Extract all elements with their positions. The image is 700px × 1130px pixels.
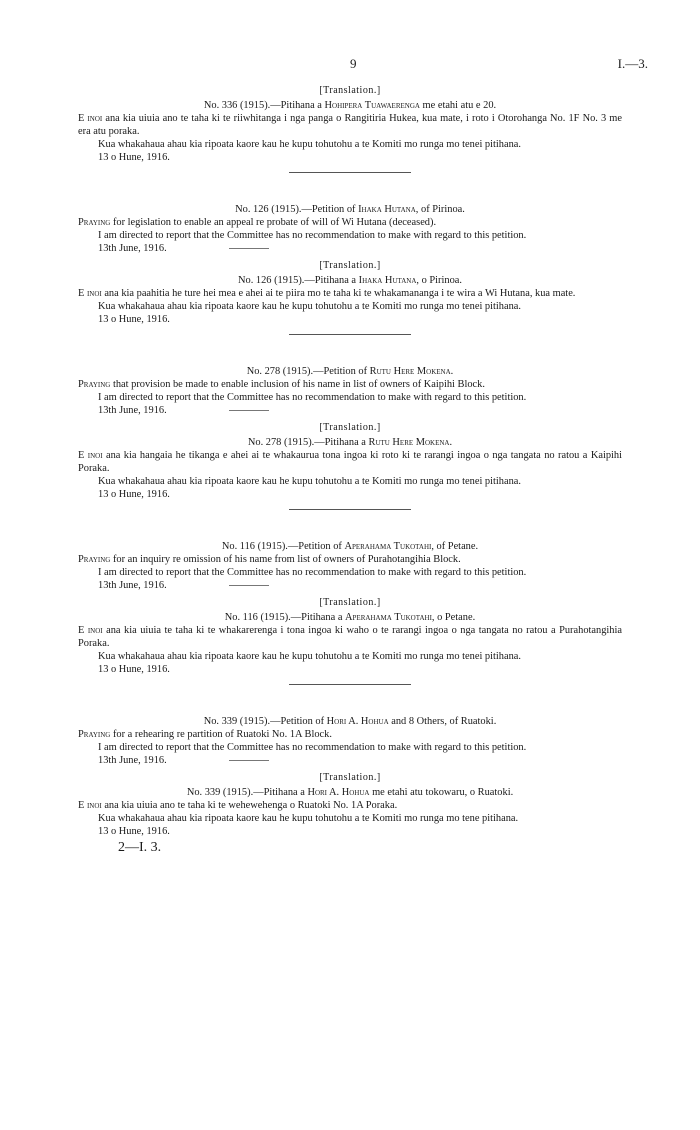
petition-heading: No. 116 (1915).—Petition of Aperahama Tukotahi, of Petane.: [221, 541, 479, 552]
committee-report: I am directed to report that the Committee has no recommendation to make with regard to this petition.: [98, 742, 527, 753]
section-divider: [289, 509, 411, 510]
petition-block-278: [78, 365, 622, 510]
petition-body: E inoi ana kia paahitia he ture hei mea e ahei ai te piira mo te taha ki te whakamananga i te wira a Wi Hutana, kua mate.: [78, 288, 576, 299]
report-date: 13th June, 1916.: [78, 754, 622, 767]
petition-body: E inoi ana kia uiuia te taha ki te whakarerenga i tona ingoa ki waho o te rarangi ingoa o nga tangata no ratou a Purahotangihia Poraka.: [78, 625, 622, 649]
translation-label: [Translation.]: [319, 597, 381, 608]
report-date: 13 o Hune, 1916.: [98, 152, 170, 163]
petitioner-name: Rutu Here Mokena: [368, 437, 450, 448]
report-date: 13 o Hune, 1916.: [98, 489, 170, 500]
short-divider: [229, 410, 269, 411]
committee-report: Kua whakahaua ahau kia ripoata kaore kau he kupu tohutohu a te Komiti mo runga mo tenei pitihana.: [98, 301, 521, 312]
report-date: 13 o Hune, 1916.: [98, 826, 170, 837]
committee-report: I am directed to report that the Committee has no recommendation to make with regard to this petition.: [98, 230, 527, 241]
translation-label: [Translation.]: [319, 85, 381, 96]
committee-report: Kua whakahaua ahau kia ripoata kaore kau he kupu tohutohu a te Komiti mo runga mo tene pitihana.: [98, 813, 519, 824]
petition-heading: No. 339 (1915).—Petition of Hori A. Hohua and 8 Others, of Ruatoki.: [203, 716, 497, 727]
report-date: 13th June, 1916.: [78, 579, 622, 592]
translation-label: [Translation.]: [319, 422, 381, 433]
petition-body: Praying for an inquiry re omission of his name from list of owners of Purahotangihia Block.: [78, 554, 461, 565]
petition-body: Praying for a rehearing re partition of Ruatoki No. 1A Block.: [78, 729, 332, 740]
committee-report: Kua whakahaua ahau kia ripoata kaore kau he kupu tohutohu a te Komiti mo runga mo tenei pitihana.: [98, 651, 521, 662]
petition-heading: No. 278 (1915).—Pitihana a Rutu Here Mokena.: [247, 437, 453, 448]
page-header: [0, 57, 700, 73]
page-content: [78, 84, 622, 854]
committee-report: I am directed to report that the Committee has no recommendation to make with regard to this petition.: [98, 392, 527, 403]
petitioner-name: Aperahama Tukotahi: [344, 541, 432, 552]
committee-report: Kua whakahaua ahau kia ripoata kaore kau he kupu tohutohu a te Komiti mo runga mo tenei pitihana.: [98, 476, 521, 487]
page-number: 9: [350, 56, 357, 71]
petition-block-336: [78, 84, 622, 173]
petition-heading: No. 126 (1915).—Pitihana a Ihaka Hutana, o Pirinoa.: [238, 275, 462, 286]
petitioner-name: Rutu Here Mokena: [369, 366, 451, 377]
petition-block-116: [78, 540, 622, 685]
committee-report: I am directed to report that the Committee has no recommendation to make with regard to this petition.: [98, 567, 527, 578]
report-date: 13 o Hune, 1916.: [98, 664, 170, 675]
petition-body: Praying for legislation to enable an appeal re probate of will of Wi Hutana (deceased).: [78, 217, 437, 228]
petitioner-name: Ihaka Hutana: [358, 275, 417, 286]
petition-block-126: [78, 203, 622, 335]
document-reference: I.—3.: [617, 56, 648, 71]
petitioner-name: Hohipera Tuawaerenga: [324, 100, 420, 111]
translation-label: [Translation.]: [319, 772, 381, 783]
section-divider: [289, 172, 411, 173]
report-date: 13th June, 1916.: [78, 242, 622, 255]
short-divider: [229, 585, 269, 586]
petition-body: E inoi ana kia hangaia he tikanga e ahei ai te whakaurua tona ingoa ki roto ki te rarangi ingoa o nga tangata no ratou a Kaipihi Poraka.: [78, 450, 622, 474]
signature-mark: 2—I. 3.: [118, 840, 162, 855]
translation-label: [Translation.]: [319, 260, 381, 271]
petitioner-name: Hori A. Hohua: [326, 716, 389, 727]
petitioner-name: Hori A. Hohua: [307, 787, 370, 798]
petition-body: E inoi ana kia uiuia ano te taha ki te riiwhitanga i nga panga o Rangitiria Hukea, kua mate, i roto i Otorohanga No. 1F No. 3 me era atu poraka.: [78, 113, 622, 137]
committee-report: Kua whakahaua ahau kia ripoata kaore kau he kupu tohutohu a te Komiti mo runga mo tenei pitihana.: [98, 139, 521, 150]
report-date: 13th June, 1916.: [78, 404, 622, 417]
petition-heading: No. 336 (1915).—Pitihana a Hohipera Tuawaerenga me etahi atu e 20.: [203, 100, 497, 111]
section-divider: [289, 684, 411, 685]
petitioner-name: Aperahama Tukotahi: [345, 612, 432, 623]
petitioner-name: Ihaka Hutana: [358, 204, 416, 215]
report-date: 13 o Hune, 1916.: [98, 314, 170, 325]
petition-heading: No. 278 (1915).—Petition of Rutu Here Mokena.: [246, 366, 454, 377]
petition-body: Praying that provision be made to enable inclusion of his name in list of owners of Kaipihi Block.: [78, 379, 485, 390]
petition-heading: No. 339 (1915).—Pitihana a Hori A. Hohua me etahi atu tokowaru, o Ruatoki.: [186, 787, 514, 798]
short-divider: [229, 248, 269, 249]
petition-body: E inoi ana kia uiuia ano te taha ki te wehewehenga o Ruatoki No. 1A Poraka.: [78, 800, 398, 811]
short-divider: [229, 760, 269, 761]
petition-block-339: [78, 715, 622, 838]
section-divider: [289, 334, 411, 335]
petition-heading: No. 116 (1915).—Pitihana a Aperahama Tukotahi, o Petane.: [224, 612, 476, 623]
petition-heading: No. 126 (1915).—Petition of Ihaka Hutana, of Pirinoa.: [235, 204, 465, 215]
